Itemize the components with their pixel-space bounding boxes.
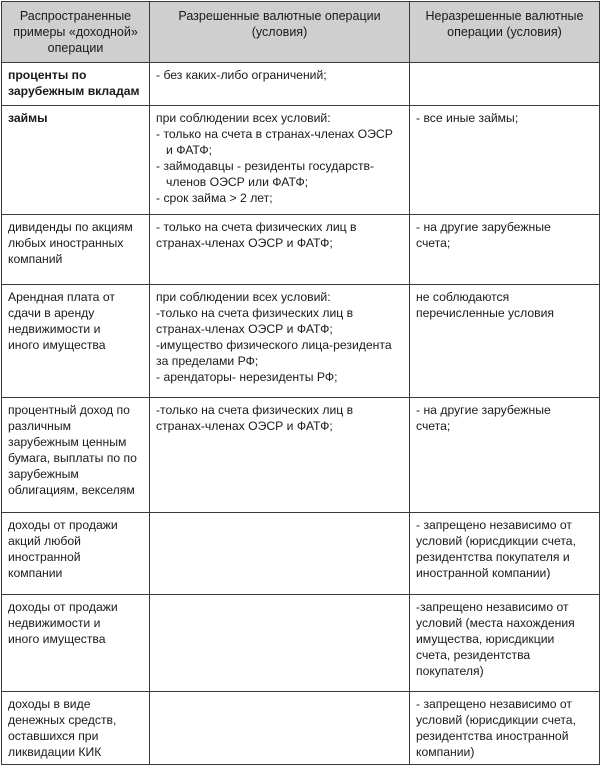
example-cell (2, 595, 150, 692)
forbidden-cell (410, 285, 600, 398)
cell-line: условий (юрисдикции счета, (416, 713, 576, 727)
forbidden-cell (410, 215, 600, 285)
cell-line: счета; (416, 419, 451, 433)
allowed-cell (150, 398, 410, 513)
header-line: операции (47, 41, 104, 55)
cell-line: оставшихся при (8, 729, 99, 743)
header-line: Разрешенные валютные операции (178, 9, 381, 23)
example-cell (2, 692, 150, 765)
cell-line: недвижимости и (8, 616, 101, 630)
cell-line: - только на счета физических лиц в (156, 220, 357, 234)
header-line: Неразрешенные валютные (425, 9, 584, 23)
cell-line: -только на счета физических лиц в (156, 403, 354, 417)
cell-line: доходы от продажи (8, 518, 118, 532)
header-line: операции (условия) (447, 25, 562, 39)
forbidden-cell (410, 398, 600, 513)
cell-line: зарубежным вкладам (8, 84, 140, 98)
cell-line: - все иные займы; (416, 111, 519, 125)
cell-line: условий (места нахождения (416, 616, 575, 630)
cell-line: облигациям, векселям (8, 483, 135, 497)
cell-line: иного имущества (8, 632, 106, 646)
cell-line: иностранной (8, 550, 81, 564)
header-line: (условия) (251, 25, 308, 39)
table-row (2, 692, 600, 765)
forbidden-cell (410, 63, 600, 106)
table-row (2, 63, 600, 106)
cell-line: - займодавцы - резиденты государств- (156, 159, 375, 173)
cell-line: имущества, юрисдикции (416, 632, 555, 646)
cell-line: перечисленные условия (416, 306, 555, 320)
cell-line: - срок займа > 2 лет; (156, 191, 273, 205)
forbidden-cell (410, 106, 600, 215)
cell-line: при соблюдении всех условий: (156, 111, 331, 125)
cell-line: любых иностранных (8, 236, 124, 250)
cell-line: резидентства иностранной (416, 729, 569, 743)
cell-line: счета; (416, 236, 451, 250)
allowed-cell (150, 595, 410, 692)
example-cell (2, 513, 150, 595)
cell-line: - запрещено независимо от (416, 518, 572, 532)
cell-line: странах-членах ОЭСР и ФАТФ; (156, 236, 333, 250)
cell-line: при соблюдении всех условий: (156, 290, 331, 304)
cell-line: зарубежным ценным (8, 435, 127, 449)
cell-line: проценты по (8, 68, 87, 82)
cell-line: доходы от продажи (8, 600, 118, 614)
header-forbidden (410, 2, 600, 63)
cell-line: различным (8, 419, 72, 433)
allowed-cell (150, 215, 410, 285)
cell-line: покупателя) (416, 664, 484, 678)
cell-line: счета, резидентства (416, 648, 531, 662)
cell-line: иностранной компании) (416, 566, 551, 580)
cell-line: ликвидации КИК (8, 745, 102, 759)
cell-line: - на другие зарубежные (416, 220, 551, 234)
cell-line: денежных средств, (8, 713, 117, 727)
table-row (2, 595, 600, 692)
header-allowed (150, 2, 410, 63)
cell-line: дивиденды по акциям (8, 220, 133, 234)
example-cell (2, 63, 150, 106)
cell-line: займы (8, 111, 48, 125)
currency-operations-table (1, 1, 600, 765)
header-line: Распространенные (19, 9, 132, 23)
table-row (2, 106, 600, 215)
cell-line: резидентства покупателя и (416, 550, 570, 564)
example-cell (2, 285, 150, 398)
cell-line: и ФАТФ; (166, 143, 213, 157)
cell-line: - без каких-либо ограничений; (156, 68, 327, 82)
cell-line: компании (8, 566, 63, 580)
cell-line: -имущество физического лица-резидента (156, 338, 392, 352)
example-cell (2, 106, 150, 215)
table-row (2, 215, 600, 285)
table-row (2, 398, 600, 513)
cell-line: бумага, выплаты по по (8, 451, 137, 465)
table-header-row (2, 2, 600, 63)
cell-line: сдачи в аренду (8, 306, 95, 320)
cell-line: иного имущества (8, 338, 106, 352)
cell-line: зарубежным (8, 467, 79, 481)
allowed-cell (150, 513, 410, 595)
cell-line: странах-членах ОЭСР и ФАТФ; (156, 322, 333, 336)
cell-line: доходы в виде (8, 697, 91, 711)
cell-line: -запрещено независимо от (416, 600, 569, 614)
table-row (2, 513, 600, 595)
cell-line: условий (юрисдикции счета, (416, 534, 576, 548)
header-line: примеры «доходной» (13, 25, 138, 39)
cell-line: не соблюдаются (416, 290, 510, 304)
cell-line: за пределами РФ; (156, 354, 259, 368)
cell-line: компаний (8, 252, 63, 266)
header-examples (2, 2, 150, 63)
forbidden-cell (410, 595, 600, 692)
cell-line: - запрещено независимо от (416, 697, 572, 711)
allowed-cell (150, 285, 410, 398)
cell-line: - только на счета в странах-членах ОЭСР (156, 127, 393, 141)
cell-line: странах-членах ОЭСР и ФАТФ; (156, 419, 333, 433)
cell-line: - арендаторы- нерезиденты РФ; (156, 370, 338, 384)
cell-line: акций любой (8, 534, 81, 548)
example-cell (2, 215, 150, 285)
cell-line: членов ОЭСР или ФАТФ; (166, 175, 309, 189)
cell-line: процентный доход по (8, 403, 130, 417)
table-row (2, 285, 600, 398)
allowed-cell (150, 692, 410, 765)
cell-line: Арендная плата от (8, 290, 115, 304)
forbidden-cell (410, 513, 600, 595)
cell-line: компании) (416, 745, 475, 759)
cell-line: - на другие зарубежные (416, 403, 551, 417)
cell-line: -только на счета физических лиц в (156, 306, 354, 320)
cell-line: недвижимости и (8, 322, 101, 336)
allowed-cell (150, 106, 410, 215)
forbidden-cell (410, 692, 600, 765)
example-cell (2, 398, 150, 513)
allowed-cell (150, 63, 410, 106)
